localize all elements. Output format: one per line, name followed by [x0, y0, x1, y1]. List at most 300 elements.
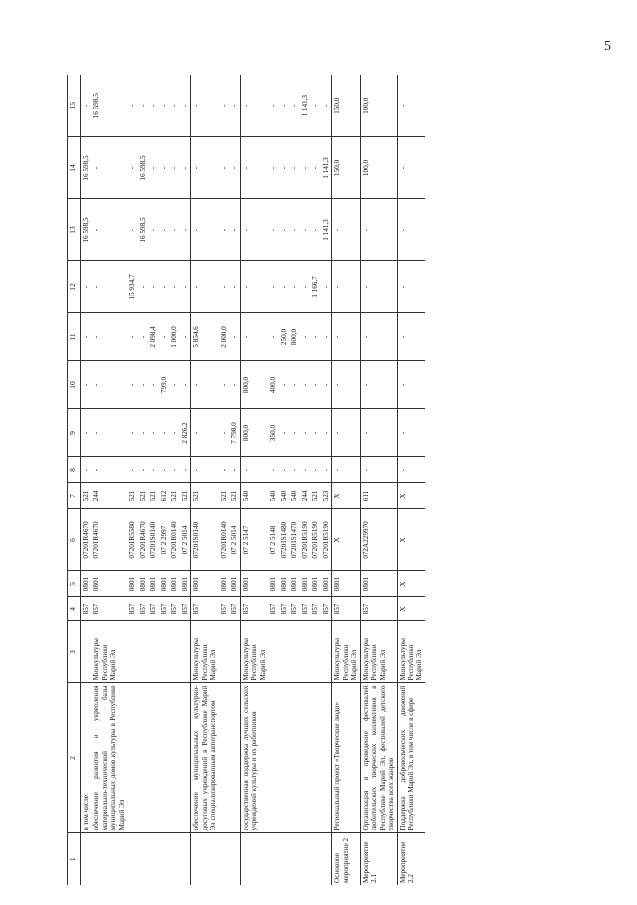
table-row: [191, 75, 219, 885]
table-cell-col-14: 100,0: [360, 137, 397, 199]
table-cell-col-8: -: [148, 457, 158, 483]
table-cell-col-8: -: [229, 457, 240, 483]
table-cell-col-10: -: [81, 361, 92, 409]
table-cell-col-3: [229, 621, 240, 683]
table-cell-col-12: -: [268, 261, 278, 313]
table-cell-col-6: 07201R5580: [127, 509, 137, 571]
table-cell-col-5: 0801: [229, 571, 240, 597]
table-cell-col-12: -: [289, 261, 299, 313]
table-cell-col-10: -: [191, 361, 219, 409]
table-row: [310, 75, 320, 885]
table-row: [332, 75, 360, 885]
table-cell-col-1: [169, 833, 179, 885]
table-cell-col-4: 857: [310, 597, 320, 621]
table-cell-col-3: Минкультуры Республики Марий Эл: [91, 621, 127, 683]
table-cell-col-9: -: [191, 409, 219, 457]
table-cell-col-15: -: [290, 104, 299, 107]
table-cell-col-7: 612: [159, 483, 169, 509]
table-cell-col-3: [81, 621, 92, 683]
column-header-1: 1: [68, 833, 81, 885]
table-cell-col-6: 072A229970: [360, 509, 397, 571]
table-cell-col-13: -: [148, 199, 158, 261]
table-cell-col-8: -: [91, 457, 127, 483]
table-cell-col-7: X: [397, 483, 425, 509]
table-cell-col-12: -: [321, 261, 332, 313]
table-body: [81, 75, 425, 885]
table-cell-col-1: [148, 833, 158, 885]
table-cell-col-8: -: [300, 457, 310, 483]
table-cell-col-14: -: [279, 137, 289, 199]
table-cell-col-11: 800,0: [289, 313, 299, 361]
table-cell-col-15: 150,0: [332, 75, 360, 137]
table-cell-col-5: 0801: [148, 571, 158, 597]
table-cell-col-4: 857: [268, 597, 278, 621]
table-cell-col-14: -: [268, 137, 278, 199]
table-cell-col-6: 07201R0140: [219, 509, 229, 571]
table-cell-col-1: [127, 833, 137, 885]
table-cell-col-14: -: [159, 137, 169, 199]
table-cell-col-15: 1 141,3: [300, 94, 309, 117]
table-cell-col-11: -: [159, 313, 169, 361]
table-cell-col-3: [300, 621, 310, 683]
table-cell-col-3: [289, 621, 299, 683]
table-cell-col-6: 07 2 5148: [268, 509, 278, 571]
table-cell-col-8: -: [240, 457, 268, 483]
table-cell-col-10: -: [360, 361, 397, 409]
table-cell-col-5: X: [397, 571, 425, 597]
table-cell-col-13: -: [191, 199, 219, 261]
table-cell-col-12: -: [91, 261, 127, 313]
table-cell-col-1: [289, 833, 299, 885]
table-cell-col-14: 16 598,5: [138, 137, 148, 199]
column-header-15: 15: [68, 75, 81, 137]
table-row: [289, 75, 299, 885]
table-cell-col-13: -: [279, 199, 289, 261]
table-cell-col-8: -: [219, 457, 229, 483]
table-cell-col-11: -: [229, 313, 240, 361]
table-cell-col-8: -: [279, 457, 289, 483]
table-cell-col-3: [321, 621, 332, 683]
table-cell-col-2: государственная поддержка лучших сельских учреждений культуры и их работников: [240, 683, 268, 833]
table-cell-col-7: 521: [310, 483, 320, 509]
table-cell-col-13: -: [268, 199, 278, 261]
table-cell-col-5: 0801: [127, 571, 137, 597]
table-cell-col-6: 07201R4670: [81, 509, 92, 571]
table-cell-col-8: -: [332, 457, 360, 483]
table-cell-col-13: -: [127, 199, 137, 261]
table-cell-col-9: 800,0: [240, 409, 268, 457]
table-cell-col-14: -: [148, 137, 158, 199]
table-cell-col-11: -: [91, 313, 127, 361]
table-cell-col-9: -: [289, 409, 299, 457]
table-cell-col-5: 0801: [219, 571, 229, 597]
table-cell-col-6: 07201R5190: [300, 509, 310, 571]
table-cell-col-2: [321, 683, 332, 833]
column-header-9: 9: [68, 409, 81, 457]
table-cell-col-13: -: [397, 199, 425, 261]
table-cell-col-3: [148, 621, 158, 683]
table-cell-col-8: -: [127, 457, 137, 483]
table-cell-col-1: [229, 833, 240, 885]
table-cell-col-9: -: [169, 409, 179, 457]
table-cell-col-14: 1 141,3: [321, 137, 332, 199]
table-cell-col-11: -: [240, 313, 268, 361]
table-cell-col-2: [268, 683, 278, 833]
table-row: [300, 75, 310, 885]
table-cell-col-5: 0801: [180, 571, 191, 597]
table-cell-col-8: -: [191, 457, 219, 483]
table-cell-col-14: -: [229, 137, 240, 199]
table-cell-col-2: [279, 683, 289, 833]
table-cell-col-2: [127, 683, 137, 833]
table-cell-col-6: 07201R0140: [169, 509, 179, 571]
table-cell-col-10: -: [289, 361, 299, 409]
table-cell-col-1: Мероприятие 2.2: [397, 833, 425, 885]
table-cell-col-6: 07 2 5014: [180, 509, 191, 571]
table-cell-col-10: -: [169, 361, 179, 409]
table-cell-col-12: -: [81, 261, 92, 313]
table-cell-col-1: [300, 833, 310, 885]
table-cell-col-10: -: [180, 361, 191, 409]
table-cell-col-5: 0801: [159, 571, 169, 597]
column-header-6: 6: [68, 509, 81, 571]
table-cell-col-13: -: [310, 199, 320, 261]
table-row: [81, 75, 92, 885]
column-header-7: 7: [68, 483, 81, 509]
table-cell-col-9: -: [360, 409, 397, 457]
table-cell-col-5: 0801: [360, 571, 397, 597]
column-header-14: 14: [68, 137, 81, 199]
table-cell-col-15: -: [170, 104, 179, 107]
table-cell-col-11: 1 000,0: [169, 313, 179, 361]
table-cell-col-2: Поддержка добровольческих движений Республики Марий Эл, в том числе в сфере: [397, 683, 425, 833]
table-cell-col-11: 250,0: [279, 313, 289, 361]
table-row: [180, 75, 191, 885]
table-cell-col-15: -: [398, 104, 407, 107]
table-cell-col-11: -: [321, 313, 332, 361]
table-cell-col-4: 857: [148, 597, 158, 621]
table-cell-col-13: -: [332, 199, 360, 261]
table-cell-col-7: 521: [180, 483, 191, 509]
table-cell-col-9: -: [81, 409, 92, 457]
table-cell-col-10: -: [279, 361, 289, 409]
table-cell-col-1: Мероприятие 2.1: [360, 833, 397, 885]
table-cell-col-15: -: [149, 104, 158, 107]
table-cell-col-15: -: [128, 104, 137, 107]
table-cell-col-6: 07201R5190: [321, 509, 332, 571]
table-cell-col-9: -: [148, 409, 158, 457]
table-cell-col-1: [268, 833, 278, 885]
table-cell-col-14: -: [169, 137, 179, 199]
table-cell-col-6: 07 2 2997: [159, 509, 169, 571]
table-cell-col-5: 0801: [332, 571, 360, 597]
table-cell-col-14: -: [240, 137, 268, 199]
table-cell-col-4: 857: [127, 597, 137, 621]
table-cell-col-5: 0801: [191, 571, 219, 597]
table-cell-col-15: -: [219, 104, 228, 107]
table-cell-col-9: -: [397, 409, 425, 457]
table-cell-col-12: -: [138, 261, 148, 313]
table-cell-col-14: -: [310, 137, 320, 199]
table-cell-col-8: -: [289, 457, 299, 483]
table-cell-col-8: -: [81, 457, 92, 483]
table-cell-col-3: [310, 621, 320, 683]
column-header-3: 3: [68, 621, 81, 683]
table-cell-col-15: -: [269, 104, 278, 107]
table-cell-col-8: -: [321, 457, 332, 483]
column-header-2: 2: [68, 683, 81, 833]
table-cell-col-8: -: [169, 457, 179, 483]
table-cell-col-11: 2 000,0: [219, 313, 229, 361]
table-cell-col-8: -: [268, 457, 278, 483]
table-cell-col-11: -: [81, 313, 92, 361]
table-cell-col-9: -: [279, 409, 289, 457]
table-row: [360, 75, 397, 885]
table-cell-col-3: Минкультуры Республики Марий Эл: [191, 621, 219, 683]
table-cell-col-13: -: [180, 199, 191, 261]
table-cell-col-10: 799,0: [159, 361, 169, 409]
table-cell-col-12: -: [219, 261, 229, 313]
table-cell-col-13: -: [360, 199, 397, 261]
table-cell-col-5: 0801: [138, 571, 148, 597]
table-cell-col-7: 244: [300, 483, 310, 509]
table-cell-col-12: 15 934,7: [127, 261, 137, 313]
table-cell-col-1: [191, 833, 219, 885]
table-cell-col-14: -: [300, 137, 310, 199]
table-cell-col-2: [300, 683, 310, 833]
table-cell-col-14: 16 598,5: [81, 137, 92, 199]
table-cell-col-4: 857: [229, 597, 240, 621]
table-cell-col-4: 857: [159, 597, 169, 621]
table-cell-col-8: -: [159, 457, 169, 483]
table-cell-col-13: -: [240, 199, 268, 261]
table-cell-col-8: -: [360, 457, 397, 483]
table-cell-col-4: 857: [332, 597, 360, 621]
table-cell-col-5: 0801: [169, 571, 179, 597]
table-cell-col-7: 540: [268, 483, 278, 509]
budget-table: [67, 75, 425, 885]
table-cell-col-6: 07201R4670: [91, 509, 127, 571]
table-row: [279, 75, 289, 885]
table-cell-col-11: -: [127, 313, 137, 361]
table-cell-col-1: [159, 833, 169, 885]
table-cell-col-10: -: [332, 361, 360, 409]
table-cell-col-8: -: [310, 457, 320, 483]
table-cell-col-3: Минкультуры Республики Марий Эл: [397, 621, 425, 683]
table-cell-col-15: -: [180, 75, 191, 137]
table-cell-col-2: в том числе:: [81, 683, 92, 833]
table-row: [159, 75, 169, 885]
column-number-row: [68, 75, 81, 885]
table-cell-col-6: 07201S1480: [279, 509, 289, 571]
table-cell-col-3: [268, 621, 278, 683]
table-cell-col-8: -: [397, 457, 425, 483]
table-row: [229, 75, 240, 885]
table-cell-col-10: -: [148, 361, 158, 409]
table-cell-col-3: [180, 621, 191, 683]
table-cell-col-3: Минкультуры Республики Марий Эл: [240, 621, 268, 683]
table-cell-col-14: -: [191, 137, 219, 199]
table-cell-col-9: 2 826,2: [180, 409, 191, 457]
table-cell-col-1: [138, 833, 148, 885]
table-cell-col-12: -: [397, 261, 425, 313]
table-cell-col-12: 1 166,7: [310, 261, 320, 313]
table-cell-col-4: 857: [169, 597, 179, 621]
table-cell-col-1: [321, 833, 332, 885]
table-cell-col-10: -: [127, 361, 137, 409]
table-cell-col-1: [279, 833, 289, 885]
table-cell-col-12: -: [360, 261, 397, 313]
table-cell-col-5: 0801: [268, 571, 278, 597]
table-cell-col-3: [279, 621, 289, 683]
table-cell-col-9: -: [321, 409, 332, 457]
table-cell-col-4: 857: [289, 597, 299, 621]
table-cell-col-14: -: [127, 137, 137, 199]
table-cell-col-4: 857: [321, 597, 332, 621]
table-cell-col-14: -: [180, 137, 191, 199]
table-cell-col-11: -: [332, 313, 360, 361]
table-cell-col-11: -: [360, 313, 397, 361]
table-cell-col-13: -: [300, 199, 310, 261]
table-cell-col-14: -: [397, 137, 425, 199]
table-cell-col-6: 07201S0140: [148, 509, 158, 571]
table-row: [148, 75, 158, 885]
table-cell-col-8: -: [180, 457, 191, 483]
page-number: 5: [604, 39, 611, 54]
table-cell-col-11: -: [268, 313, 278, 361]
table-cell-col-9: 350,0: [268, 409, 278, 457]
table-cell-col-7: 540: [240, 483, 268, 509]
table-cell-col-3: Минкультуры Республики Марий Эл: [332, 621, 360, 683]
table-cell-col-4: 857: [180, 597, 191, 621]
table-cell-col-7: 521: [127, 483, 137, 509]
table-cell-col-3: [159, 621, 169, 683]
table-cell-col-9: -: [332, 409, 360, 457]
column-header-4: 4: [68, 597, 81, 621]
table-cell-col-11: -: [310, 313, 320, 361]
table-cell-col-7: X: [332, 483, 360, 509]
table-cell-col-13: -: [229, 199, 240, 261]
table-cell-col-3: Минкультуры Республики Марий Эл: [360, 621, 397, 683]
table-cell-col-2: обеспечение муниципальных культурно-досуговых учреждений в Республике Марий Эл специализированным автотранспортом: [191, 683, 219, 833]
table-cell-col-12: -: [180, 261, 191, 313]
table-cell-col-2: [310, 683, 320, 833]
column-header-10: 10: [68, 361, 81, 409]
table-cell-col-11: -: [397, 313, 425, 361]
table-cell-col-6: 07201S1470: [289, 509, 299, 571]
table-cell-col-2: [138, 683, 148, 833]
rotated-table-wrapper: [67, 75, 602, 885]
table-cell-col-7: 521: [148, 483, 158, 509]
table-cell-col-10: -: [138, 361, 148, 409]
table-cell-col-7: 521: [138, 483, 148, 509]
table-cell-col-4: 857: [360, 597, 397, 621]
table-cell-col-15: -: [321, 75, 332, 137]
table-cell-col-1: [180, 833, 191, 885]
table-cell-col-9: -: [138, 409, 148, 457]
table-row: [219, 75, 229, 885]
table-cell-col-7: 540: [289, 483, 299, 509]
table-cell-col-6: X: [332, 509, 360, 571]
table-cell-col-9: -: [159, 409, 169, 457]
table-cell-col-2: Организация и проведение фестивалей любительских творческих коллективов в Республике Марий Эл, фестивалей детского творчества всех жанров: [360, 683, 397, 833]
table-cell-col-4: 857: [300, 597, 310, 621]
table-cell-col-15: -: [229, 75, 240, 137]
column-header-5: 5: [68, 571, 81, 597]
table-cell-col-1: Основное мероприятие 2: [332, 833, 360, 885]
table-cell-col-10: -: [321, 361, 332, 409]
table-cell-col-1: [240, 833, 268, 885]
table-cell-col-15: -: [192, 104, 201, 107]
table-cell-col-13: -: [159, 199, 169, 261]
table-cell-col-5: 0801: [91, 571, 127, 597]
table-cell-col-14: 150,0: [332, 137, 360, 199]
table-cell-col-13: -: [169, 199, 179, 261]
table-cell-col-12: -: [169, 261, 179, 313]
table-cell-col-12: -: [229, 261, 240, 313]
table-cell-col-7: 521: [219, 483, 229, 509]
table-row: [127, 75, 137, 885]
table-cell-col-12: -: [300, 261, 310, 313]
table-cell-col-7: 521: [169, 483, 179, 509]
table-cell-col-11: -: [138, 313, 148, 361]
table-cell-col-2: [159, 683, 169, 833]
table-cell-col-7: 244: [91, 483, 127, 509]
table-cell-col-12: -: [159, 261, 169, 313]
table-cell-col-8: -: [138, 457, 148, 483]
table-cell-col-4: 857: [91, 597, 127, 621]
column-header-13: 13: [68, 199, 81, 261]
table-cell-col-3: [219, 621, 229, 683]
table-cell-col-4: 857: [191, 597, 219, 621]
table-cell-col-11: 2 098,4: [148, 313, 158, 361]
table-cell-col-12: -: [148, 261, 158, 313]
table-cell-col-10: -: [300, 361, 310, 409]
table-cell-col-11: -: [180, 313, 191, 361]
table-cell-col-10: -: [219, 361, 229, 409]
table-cell-col-4: X: [397, 597, 425, 621]
table-cell-col-3: [127, 621, 137, 683]
table-cell-col-10: 400,0: [268, 361, 278, 409]
table-row: [169, 75, 179, 885]
table-cell-col-10: -: [310, 361, 320, 409]
table-cell-col-2: [148, 683, 158, 833]
table-cell-col-6: X: [397, 509, 425, 571]
table-cell-col-1: [219, 833, 229, 885]
table-row: [397, 75, 425, 885]
table-cell-col-9: -: [219, 409, 229, 457]
table-cell-col-15: 100,0: [360, 75, 397, 137]
table-cell-col-14: -: [91, 137, 127, 199]
table-row: [268, 75, 278, 885]
table-cell-col-7: 521: [81, 483, 92, 509]
table-cell-col-12: -: [191, 261, 219, 313]
table-cell-col-15: -: [138, 104, 147, 107]
column-header-8: 8: [68, 457, 81, 483]
table-cell-col-9: -: [300, 409, 310, 457]
table-cell-col-10: -: [91, 361, 127, 409]
table-cell-col-10: -: [397, 361, 425, 409]
column-header-11: 11: [68, 313, 81, 361]
table-cell-col-7: 540: [279, 483, 289, 509]
table-cell-col-4: 857: [81, 597, 92, 621]
table-cell-col-13: 16 598,5: [81, 199, 92, 261]
table-cell-col-15: -: [279, 104, 288, 107]
table-cell-col-5: 0801: [321, 571, 332, 597]
table-cell-col-9: -: [127, 409, 137, 457]
table-cell-col-9: -: [91, 409, 127, 457]
table-cell-col-5: 0801: [300, 571, 310, 597]
